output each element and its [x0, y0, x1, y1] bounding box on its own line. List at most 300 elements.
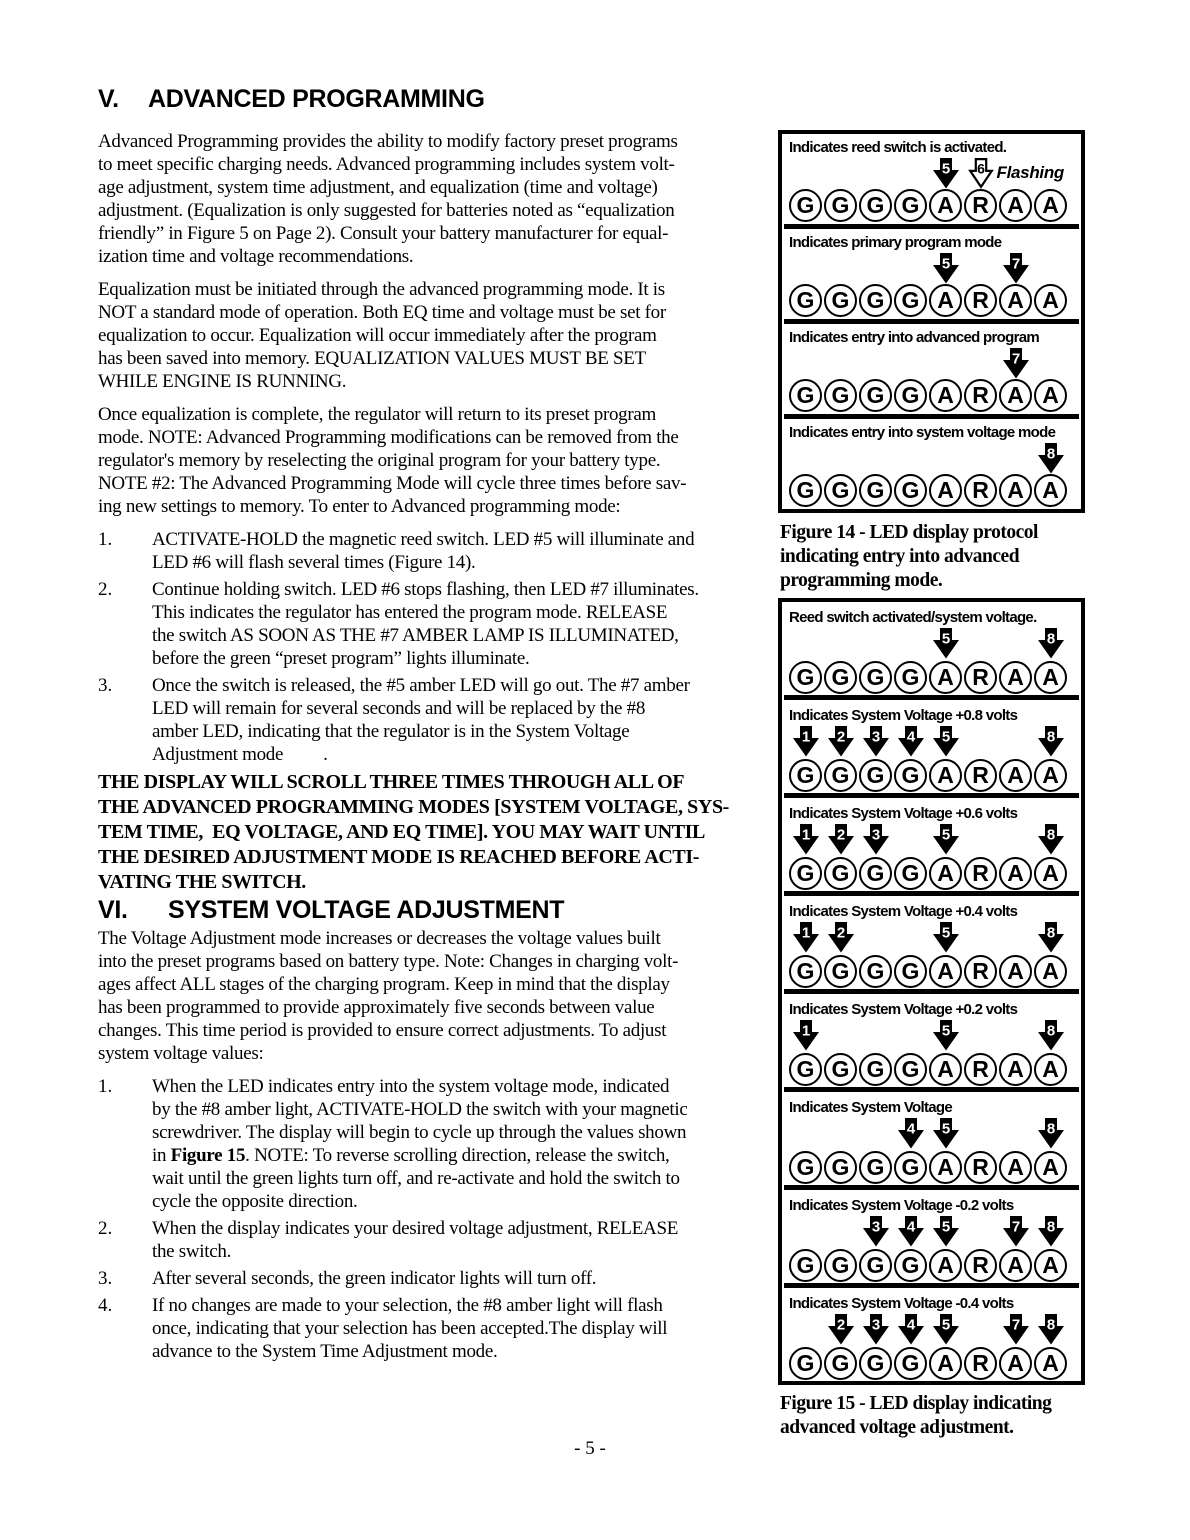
- list-item-line: once, indicating that your selection has been accepted.The display will: [152, 1318, 668, 1339]
- list-item-body: [152, 1267, 596, 1290]
- svg-text:5: 5: [941, 1218, 950, 1236]
- paragraph: [98, 278, 778, 393]
- panel-label: Indicates System Voltage -0.4 volts: [789, 1295, 1014, 1312]
- svg-text:7: 7: [1011, 1316, 1020, 1334]
- figure-15: [778, 598, 1085, 1385]
- led-circle: G: [894, 1249, 927, 1282]
- led-circle: R: [964, 1347, 997, 1380]
- led-pointer-solid: [828, 726, 854, 757]
- led-circle: A: [999, 379, 1032, 412]
- led-pointer-solid: [828, 922, 854, 953]
- figure-14: [778, 130, 1085, 513]
- paragraph-line: Equalization must be initiated through the advanced programming mode. It is: [98, 279, 665, 300]
- led-panel: [782, 134, 1081, 224]
- led-circle: G: [859, 1053, 892, 1086]
- led-pointer-solid: [1038, 1118, 1064, 1149]
- led-pointer-solid: [1003, 253, 1029, 284]
- paragraph-line: Once equalization is complete, the regulator will return to its preset program: [98, 404, 657, 425]
- down-arrow-icon: [828, 1314, 854, 1345]
- led-circle: A: [999, 759, 1032, 792]
- list-item-line: amber LED, indicating that the regulator is in the System Voltage: [152, 721, 630, 742]
- list-item: [98, 1267, 778, 1290]
- led-row: [789, 955, 1074, 988]
- led-circle: G: [824, 379, 857, 412]
- led-row: [789, 857, 1074, 890]
- list-item-line: ACTIVATE-HOLD the magnetic reed switch. LED #5 will illuminate and: [152, 529, 695, 550]
- down-arrow-icon: [863, 726, 889, 757]
- list-item-body: [152, 1294, 667, 1363]
- led-pointer-solid: [863, 726, 889, 757]
- arrow-row: [789, 1118, 1074, 1151]
- led-circle: G: [789, 1151, 822, 1184]
- down-arrow-icon: [863, 824, 889, 855]
- led-circle: G: [859, 379, 892, 412]
- arrow-row: [789, 1314, 1074, 1347]
- down-arrow-icon: [933, 726, 959, 757]
- svg-text:8: 8: [1046, 1022, 1055, 1040]
- svg-text:8: 8: [1046, 445, 1055, 463]
- led-circle: R: [964, 1053, 997, 1086]
- led-pointer-solid: [793, 726, 819, 757]
- arrow-row: [789, 922, 1074, 955]
- led-circle: A: [929, 661, 962, 694]
- led-circle: A: [1034, 1249, 1067, 1282]
- flashing-label: Flashing: [996, 163, 1064, 182]
- down-arrow-icon: [863, 1314, 889, 1345]
- svg-text:5: 5: [941, 728, 950, 746]
- arrow-row: [789, 1216, 1074, 1249]
- list-item-line: by the #8 amber light, ACTIVATE-HOLD the switch with your magnetic: [152, 1099, 688, 1120]
- led-circle: A: [929, 857, 962, 890]
- panel-label: Indicates System Voltage +0.8 volts: [789, 707, 1018, 724]
- list-item-line: When the display indicates your desired voltage adjustment, RELEASE: [152, 1218, 679, 1239]
- led-circle: G: [894, 955, 927, 988]
- led-circle: G: [824, 857, 857, 890]
- list-item-body: [152, 528, 694, 574]
- paragraph-line: to meet specific charging needs. Advanced programming includes system volt-: [98, 154, 675, 175]
- arrow-row: [789, 628, 1074, 661]
- svg-text:4: 4: [906, 1316, 915, 1334]
- list-item-line: before the green “preset program” lights illuminate.: [152, 648, 530, 669]
- led-circle: G: [789, 379, 822, 412]
- down-arrow-icon: [793, 824, 819, 855]
- led-circle: G: [859, 857, 892, 890]
- led-pointer-solid: [1038, 726, 1064, 757]
- led-panel: [782, 994, 1081, 1087]
- list-item-number: 1.: [98, 1076, 113, 1097]
- led-pointer-solid: [933, 824, 959, 855]
- led-circle: G: [824, 661, 857, 694]
- svg-text:1: 1: [801, 1022, 810, 1040]
- led-circle: R: [964, 284, 997, 317]
- paragraph-line: regulator's memory by reselecting the original program for your battery type.: [98, 450, 661, 471]
- paragraph-line: VATING THE SWITCH.: [98, 871, 306, 893]
- led-circle: G: [789, 1347, 822, 1380]
- svg-text:1: 1: [801, 826, 810, 844]
- figure-caption-line: Figure 15 - LED display indicating: [780, 1393, 1052, 1414]
- led-circle: A: [999, 1053, 1032, 1086]
- led-pointer-solid: [863, 824, 889, 855]
- section-heading: [98, 84, 778, 114]
- down-arrow-icon: [828, 726, 854, 757]
- led-circle: R: [964, 857, 997, 890]
- led-circle: R: [964, 759, 997, 792]
- panel-label: Indicates System Voltage: [789, 1099, 952, 1116]
- led-panel: [782, 896, 1081, 989]
- svg-text:2: 2: [836, 924, 845, 942]
- paragraph-line: ization time and voltage recommendations.: [98, 246, 414, 267]
- led-panel: [782, 419, 1081, 509]
- led-pointer-solid: [1003, 348, 1029, 379]
- led-circle: R: [964, 379, 997, 412]
- paragraph-line: THE ADVANCED PROGRAMMING MODES [SYSTEM VOLTAGE, SYS-: [98, 796, 729, 818]
- list-item-line: the switch AS SOON AS THE #7 AMBER LAMP IS ILLUMINATED,: [152, 625, 679, 646]
- led-circle: G: [859, 1151, 892, 1184]
- led-pointer-solid: [828, 824, 854, 855]
- led-circle: G: [824, 189, 857, 222]
- down-arrow-icon: [898, 1314, 924, 1345]
- svg-text:8: 8: [1046, 1120, 1055, 1138]
- page-number: - 5 -: [574, 1438, 606, 1459]
- figure-caption-line: indicating entry into advanced: [780, 546, 1020, 567]
- paragraph-line: THE DESIRED ADJUSTMENT MODE IS REACHED BEFORE ACTI-: [98, 846, 700, 868]
- led-row: [789, 759, 1074, 792]
- list-item-line: in Figure 15. NOTE: To reverse scrolling direction, release the switch,: [152, 1145, 670, 1166]
- list-item: [98, 578, 778, 670]
- list-item: [98, 1217, 778, 1263]
- led-circle: G: [789, 759, 822, 792]
- paragraph-line: friendly” in Figure 5 on Page 2). Consult your battery manufacturer for equal-: [98, 223, 669, 244]
- led-circle: R: [964, 1151, 997, 1184]
- led-circle: A: [929, 955, 962, 988]
- led-row: [789, 379, 1074, 412]
- svg-text:2: 2: [836, 728, 845, 746]
- down-arrow-icon: [793, 726, 819, 757]
- led-pointer-solid: [1038, 1216, 1064, 1247]
- led-circle: A: [1034, 474, 1067, 507]
- led-circle: G: [789, 857, 822, 890]
- arrow-row: [789, 824, 1074, 857]
- paragraph-line: has been programmed to provide approximately five seconds between value: [98, 997, 655, 1018]
- list-item-body: [152, 1075, 688, 1213]
- down-arrow-icon: [1003, 348, 1029, 379]
- led-circle: R: [964, 661, 997, 694]
- led-pointer-solid: [898, 726, 924, 757]
- led-circle: A: [1034, 955, 1067, 988]
- led-circle: G: [859, 1249, 892, 1282]
- led-circle: G: [859, 759, 892, 792]
- list-item-body: [152, 578, 699, 670]
- svg-text:5: 5: [941, 1022, 950, 1040]
- arrow-row: [789, 348, 1074, 379]
- led-panel: [782, 1092, 1081, 1185]
- led-circle: A: [999, 955, 1032, 988]
- paragraph-line: system voltage values:: [98, 1043, 264, 1064]
- led-circle: R: [964, 1249, 997, 1282]
- led-circle: G: [789, 661, 822, 694]
- down-arrow-icon: [863, 1216, 889, 1247]
- svg-text:3: 3: [871, 826, 880, 844]
- figure-caption-line: Figure 14 - LED display protocol: [780, 522, 1038, 543]
- down-arrow-icon: [933, 1314, 959, 1345]
- led-circle: A: [999, 661, 1032, 694]
- list-item-number: 1.: [98, 529, 113, 550]
- led-circle: G: [894, 189, 927, 222]
- led-pointer-solid: [863, 1314, 889, 1345]
- figure-14-caption: [780, 521, 1088, 593]
- svg-text:6: 6: [976, 160, 985, 177]
- led-circle: G: [859, 284, 892, 317]
- down-arrow-icon: [793, 1020, 819, 1051]
- svg-text:3: 3: [871, 728, 880, 746]
- led-pointer-solid: [933, 253, 959, 284]
- panel-label: Indicates System Voltage +0.4 volts: [789, 903, 1018, 920]
- led-circle: A: [929, 379, 962, 412]
- led-pointer-solid: [933, 628, 959, 659]
- down-arrow-icon: [933, 1118, 959, 1149]
- led-circle: A: [999, 284, 1032, 317]
- led-pointer-solid: [1003, 1216, 1029, 1247]
- down-arrow-icon: [898, 1216, 924, 1247]
- led-circle: G: [859, 1347, 892, 1380]
- led-pointer-solid: [1038, 443, 1064, 474]
- list-item: [98, 1075, 778, 1213]
- led-row: [789, 1249, 1074, 1282]
- svg-text:5: 5: [941, 1316, 950, 1334]
- led-circle: G: [894, 284, 927, 317]
- led-circle: G: [894, 857, 927, 890]
- paragraph-line: The Voltage Adjustment mode increases or decreases the voltage values built: [98, 928, 661, 949]
- list-item-line: advance to the System Time Adjustment mode.: [152, 1341, 498, 1362]
- svg-text:8: 8: [1046, 1218, 1055, 1236]
- arrow-row: [789, 1020, 1074, 1053]
- led-row: [789, 661, 1074, 694]
- svg-text:5: 5: [941, 826, 950, 844]
- led-circle: G: [824, 1151, 857, 1184]
- led-circle: A: [929, 1053, 962, 1086]
- panel-label: Indicates System Voltage -0.2 volts: [789, 1197, 1014, 1214]
- list-item-line: cycle the opposite direction.: [152, 1191, 358, 1212]
- list-item: [98, 674, 778, 766]
- led-row: [789, 474, 1074, 507]
- led-panel: [782, 229, 1081, 319]
- led-circle: G: [859, 661, 892, 694]
- led-panel: [782, 1288, 1081, 1381]
- list-item-line: screwdriver. The display will begin to cycle up through the values shown: [152, 1122, 687, 1143]
- down-arrow-icon: [933, 824, 959, 855]
- led-pointer-solid: [828, 1314, 854, 1345]
- list-item-line: Once the switch is released, the #5 amber LED will go out. The #7 amber: [152, 675, 690, 696]
- figure-15-caption: [780, 1392, 1088, 1440]
- led-pointer-solid: [933, 158, 959, 189]
- led-pointer-solid: [793, 922, 819, 953]
- led-row: [789, 1053, 1074, 1086]
- led-circle: A: [1034, 661, 1067, 694]
- figure-caption-line: programming mode.: [780, 570, 943, 591]
- led-pointer-solid: [933, 1216, 959, 1247]
- led-pointer-solid: [793, 824, 819, 855]
- list-item-number: 3.: [98, 1268, 113, 1289]
- svg-text:5: 5: [941, 160, 950, 178]
- paragraph-line: adjustment. (Equalization is only suggested for batteries noted as “equalization: [98, 200, 675, 221]
- led-pointer-solid: [1003, 1314, 1029, 1345]
- svg-text:5: 5: [941, 255, 950, 273]
- article-column: [98, 84, 778, 1367]
- list-item-line: the switch.: [152, 1241, 232, 1262]
- svg-text:4: 4: [906, 728, 915, 746]
- led-circle: G: [859, 189, 892, 222]
- led-panel: [782, 1190, 1081, 1283]
- down-arrow-icon: [933, 628, 959, 659]
- section-heading-title: ADVANCED PROGRAMMING: [148, 85, 485, 113]
- paragraph-line: age adjustment, system time adjustment, and equalization (time and voltage): [98, 177, 658, 198]
- svg-text:3: 3: [871, 1218, 880, 1236]
- led-circle: G: [894, 474, 927, 507]
- down-arrow-icon: [933, 1216, 959, 1247]
- figure-caption-line: advanced voltage adjustment.: [780, 1417, 1014, 1438]
- led-pointer-solid: [933, 1118, 959, 1149]
- list-item-body: [152, 1217, 678, 1263]
- led-circle: G: [894, 379, 927, 412]
- led-circle: G: [789, 189, 822, 222]
- paragraph: [98, 403, 778, 518]
- led-circle: G: [824, 955, 857, 988]
- paragraph-line: NOT a standard mode of operation. Both EQ time and voltage must be set for: [98, 302, 666, 323]
- led-pointer-solid: [1038, 1020, 1064, 1051]
- panel-label: Indicates reed switch is activated.: [789, 139, 1007, 156]
- list-item-line: When the LED indicates entry into the system voltage mode, indicated: [152, 1076, 670, 1097]
- list-item-line: Continue holding switch. LED #6 stops flashing, then LED #7 illuminates.: [152, 579, 699, 600]
- led-pointer-solid: [933, 1314, 959, 1345]
- led-circle: A: [929, 474, 962, 507]
- list-item-line: Adjustment mode .: [152, 744, 328, 765]
- paragraph-line: ing new settings to memory. To enter to Advanced programming mode:: [98, 496, 621, 517]
- led-pointer-solid: [793, 1020, 819, 1051]
- led-circle: R: [964, 189, 997, 222]
- led-circle: A: [1034, 189, 1067, 222]
- paragraph-line: mode. NOTE: Advanced Programming modifications can be removed from the: [98, 427, 679, 448]
- paragraph-line: THE DISPLAY WILL SCROLL THREE TIMES THROUGH ALL OF: [98, 771, 685, 793]
- led-circle: A: [929, 1151, 962, 1184]
- panel-label: Indicates entry into system voltage mode: [789, 424, 1056, 441]
- led-circle: G: [894, 661, 927, 694]
- paragraph-line: NOTE #2: The Advanced Programming Mode will cycle three times before sav-: [98, 473, 687, 494]
- led-circle: A: [1034, 1151, 1067, 1184]
- list-item-line: LED #6 will flash several times (Figure 14).: [152, 552, 476, 573]
- list-item-line: After several seconds, the green indicator lights will turn off.: [152, 1268, 597, 1289]
- led-circle: A: [1034, 1347, 1067, 1380]
- list-item-number: 2.: [98, 1218, 113, 1239]
- down-arrow-icon: [1038, 1118, 1064, 1149]
- led-circle: A: [929, 759, 962, 792]
- led-row: [789, 189, 1074, 222]
- arrow-row: [789, 253, 1074, 284]
- led-pointer-solid: [933, 922, 959, 953]
- down-arrow-icon: [1003, 1216, 1029, 1247]
- led-circle: A: [999, 474, 1032, 507]
- down-arrow-icon: [1038, 628, 1064, 659]
- down-arrow-icon: [1038, 1216, 1064, 1247]
- led-panel: [782, 798, 1081, 891]
- led-circle: G: [789, 1249, 822, 1282]
- list-item-line: If no changes are made to your selection, the #8 amber light will flash: [152, 1295, 663, 1316]
- led-circle: A: [1034, 1053, 1067, 1086]
- led-circle: G: [824, 1249, 857, 1282]
- section-heading-number: VI.: [98, 896, 128, 924]
- svg-text:1: 1: [801, 924, 810, 942]
- down-arrow-icon: [933, 922, 959, 953]
- down-arrow-icon: [1003, 253, 1029, 284]
- panel-label: Indicates System Voltage +0.6 volts: [789, 805, 1018, 822]
- led-panel: [782, 700, 1081, 793]
- section-heading-title: SYSTEM VOLTAGE ADJUSTMENT: [168, 896, 565, 924]
- svg-text:1: 1: [801, 728, 810, 746]
- down-arrow-icon: [1038, 1020, 1064, 1051]
- panel-label: Reed switch activated/system voltage.: [789, 609, 1037, 626]
- list-item-number: 4.: [98, 1295, 113, 1316]
- led-circle: G: [894, 1053, 927, 1086]
- list-item-number: 3.: [98, 675, 113, 696]
- svg-text:5: 5: [941, 630, 950, 648]
- arrow-row: [789, 726, 1074, 759]
- led-circle: R: [964, 474, 997, 507]
- panel-label: Indicates primary program mode: [789, 234, 1002, 251]
- svg-text:5: 5: [941, 924, 950, 942]
- led-circle: G: [789, 284, 822, 317]
- down-arrow-icon: [1038, 1314, 1064, 1345]
- svg-text:8: 8: [1046, 630, 1055, 648]
- led-circle: G: [894, 1151, 927, 1184]
- led-circle: G: [789, 1053, 822, 1086]
- led-pointer-solid: [898, 1118, 924, 1149]
- led-circle: A: [1034, 759, 1067, 792]
- paragraph-line: ages affect ALL stages of the charging program. Keep in mind that the display: [98, 974, 670, 995]
- panel-label: Indicates System Voltage +0.2 volts: [789, 1001, 1018, 1018]
- svg-text:2: 2: [836, 1316, 845, 1334]
- led-pointer-solid: [1038, 922, 1064, 953]
- led-circle: G: [859, 474, 892, 507]
- led-pointer-solid: [1038, 1314, 1064, 1345]
- down-arrow-outline-icon: [968, 158, 994, 189]
- down-arrow-icon: [898, 1118, 924, 1149]
- led-circle: A: [929, 1347, 962, 1380]
- led-circle: G: [824, 474, 857, 507]
- paragraph: [98, 927, 778, 1065]
- svg-text:8: 8: [1046, 728, 1055, 746]
- led-pointer-solid: [898, 1216, 924, 1247]
- led-circle: A: [1034, 284, 1067, 317]
- led-circle: A: [1034, 857, 1067, 890]
- svg-text:8: 8: [1046, 1316, 1055, 1334]
- down-arrow-icon: [1038, 922, 1064, 953]
- led-circle: G: [824, 1053, 857, 1086]
- led-row: [789, 1151, 1074, 1184]
- svg-text:8: 8: [1046, 826, 1055, 844]
- led-row: [789, 284, 1074, 317]
- paragraph-line: WHILE ENGINE IS RUNNING.: [98, 371, 347, 392]
- led-pointer-solid: [1038, 824, 1064, 855]
- list-item-line: LED will remain for several seconds and will be replaced by the #8: [152, 698, 646, 719]
- led-pointer-outline: [968, 158, 994, 189]
- paragraph-line: changes. This time period is provided to ensure correct adjustments. To adjust: [98, 1020, 667, 1041]
- section-heading: [98, 895, 778, 925]
- led-pointer-solid: [898, 1314, 924, 1345]
- svg-text:4: 4: [906, 1218, 915, 1236]
- led-circle: A: [1034, 379, 1067, 412]
- arrow-row: [789, 158, 1074, 189]
- paragraph: [98, 130, 778, 268]
- led-circle: A: [999, 1151, 1032, 1184]
